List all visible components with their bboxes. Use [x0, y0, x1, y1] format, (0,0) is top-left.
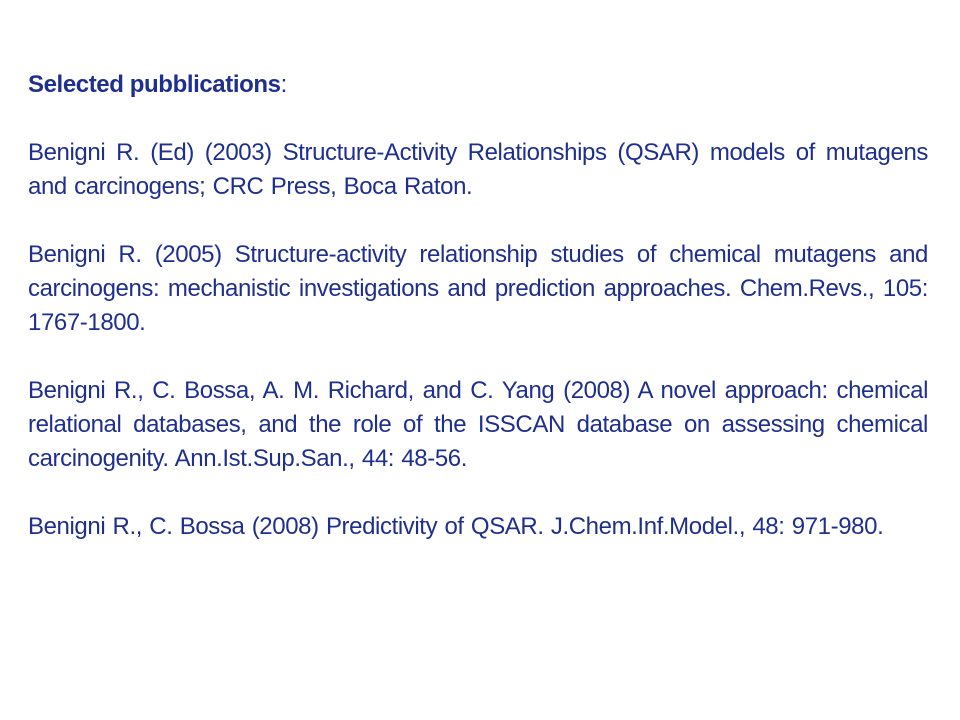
reference-item-4: Benigni R., C. Bossa (2008) Predictivity of QSAR. J.Chem.Inf.Model., 48: 971-980. [28, 513, 884, 540]
reference-item-1: Benigni R. (Ed) (2003) Structure-Activity Relationships (QSAR) models of mutagens and carcinogens; CRC Press, Boca Raton. [28, 139, 928, 200]
slide-body [28, 68, 928, 578]
reference-item-2: Benigni R. (2005) Structure-activity relationship studies of chemical mutagens and carcinogens: mechanistic investigations and prediction approaches. Chem.Revs., 105: 1767-1800. [28, 241, 928, 336]
reference-item-3: Benigni R., C. Bossa, A. M. Richard, and C. Yang (2008) A novel approach: chemical relational databases, and the role of the ISSCAN database on assessing chemical carcinogenity. Ann.Ist.Sup.San., 44: 48-56. [28, 377, 928, 472]
section-heading [28, 68, 928, 102]
section-heading-title: Selected pubblications [28, 71, 281, 98]
section-heading-colon: : [280, 71, 287, 98]
